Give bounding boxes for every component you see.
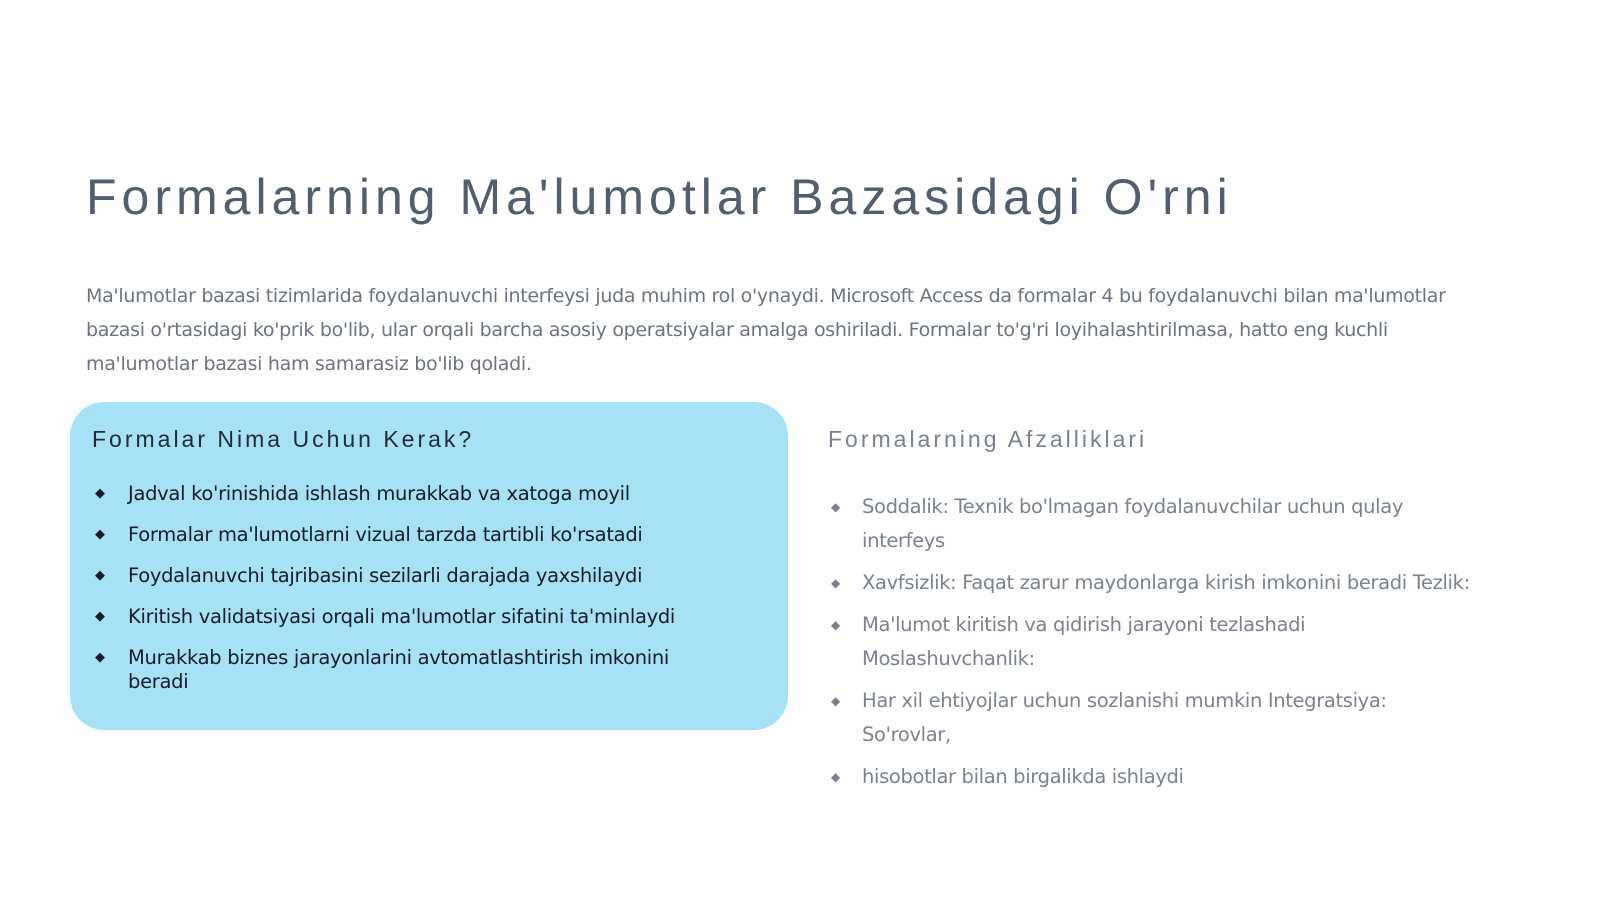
diamond-bullet-icon: ◆: [831, 576, 840, 590]
intro-paragraph: Ma'lumotlar bazasi tizimlarida foydalanuvchi interfeysi juda muhim rol o'ynaydi. Microsoft Access da formalar 4 bu foydalanuvchi bilan ma'lumotlar bazasi o'rtasidagi ko'prik bo'lib, ular orqali barcha asosiy operatsiyalar amalga oshiriladi. Formalar to'g'ri loyihalashtirilmasa, hatto eng kuchli ma'lumotlar bazasi ham samarasiz bo'lib qoladi.: [86, 285, 1446, 375]
diamond-bullet-icon: ◆: [831, 770, 840, 784]
list-item-text: hisobotlar bilan birgalikda ishlaydi: [862, 765, 1184, 788]
diamond-bullet-icon: ◆: [831, 618, 840, 632]
why-forms-card: [70, 402, 788, 730]
advantages-list: [828, 490, 1478, 802]
list-item: [92, 646, 702, 694]
list-item: [828, 490, 1478, 558]
list-item: [92, 564, 702, 588]
diamond-bullet-icon: ◆: [831, 500, 840, 514]
diamond-bullet-icon: ◆: [95, 527, 105, 542]
list-item-text: Xavfsizlik: Faqat zarur maydonlarga kirish imkonini beradi Tezlik:: [862, 571, 1470, 594]
list-item: [828, 684, 1478, 752]
why-forms-list: [92, 482, 702, 711]
list-item: [828, 566, 1478, 600]
list-item: [92, 605, 702, 629]
list-item-text: Kiritish validatsiyasi orqali ma'lumotlar sifatini ta'minlaydi: [128, 605, 676, 628]
list-item: [92, 523, 702, 547]
advantages-title: Formalarning Afzalliklari: [828, 426, 1148, 452]
diamond-bullet-icon: ◆: [95, 486, 105, 501]
list-item-text: Formalar ma'lumotlarni vizual tarzda tartibli ko'rsatadi: [128, 523, 643, 546]
list-item-text: Foydalanuvchi tajribasini sezilarli darajada yaxshilaydi: [128, 564, 643, 587]
diamond-bullet-icon: ◆: [95, 609, 105, 624]
diamond-bullet-icon: ◆: [95, 650, 105, 665]
list-item: [828, 760, 1478, 794]
card-title: Formalar Nima Uchun Kerak?: [92, 426, 475, 452]
list-item-text: Murakkab biznes jarayonlarini avtomatlashtirish imkonini beradi: [128, 646, 670, 693]
list-item-text: Ma'lumot kiritish va qidirish jarayoni tezlashadi Moslashuvchanlik:: [862, 613, 1306, 670]
list-item-text: Jadval ko'rinishida ishlash murakkab va xatoga moyil: [128, 482, 630, 505]
list-item: [828, 608, 1478, 676]
diamond-bullet-icon: ◆: [831, 694, 840, 708]
list-item-text: Har xil ehtiyojlar uchun sozlanishi mumkin Integratsiya: So'rovlar,: [862, 689, 1387, 746]
diamond-bullet-icon: ◆: [95, 568, 105, 583]
list-item: [92, 482, 702, 506]
list-item-text: Soddalik: Texnik bo'lmagan foydalanuvchilar uchun qulay interfeys: [862, 495, 1404, 552]
slide-title: Formalarning Ma'lumotlar Bazasidagi O'rni: [86, 169, 1233, 225]
